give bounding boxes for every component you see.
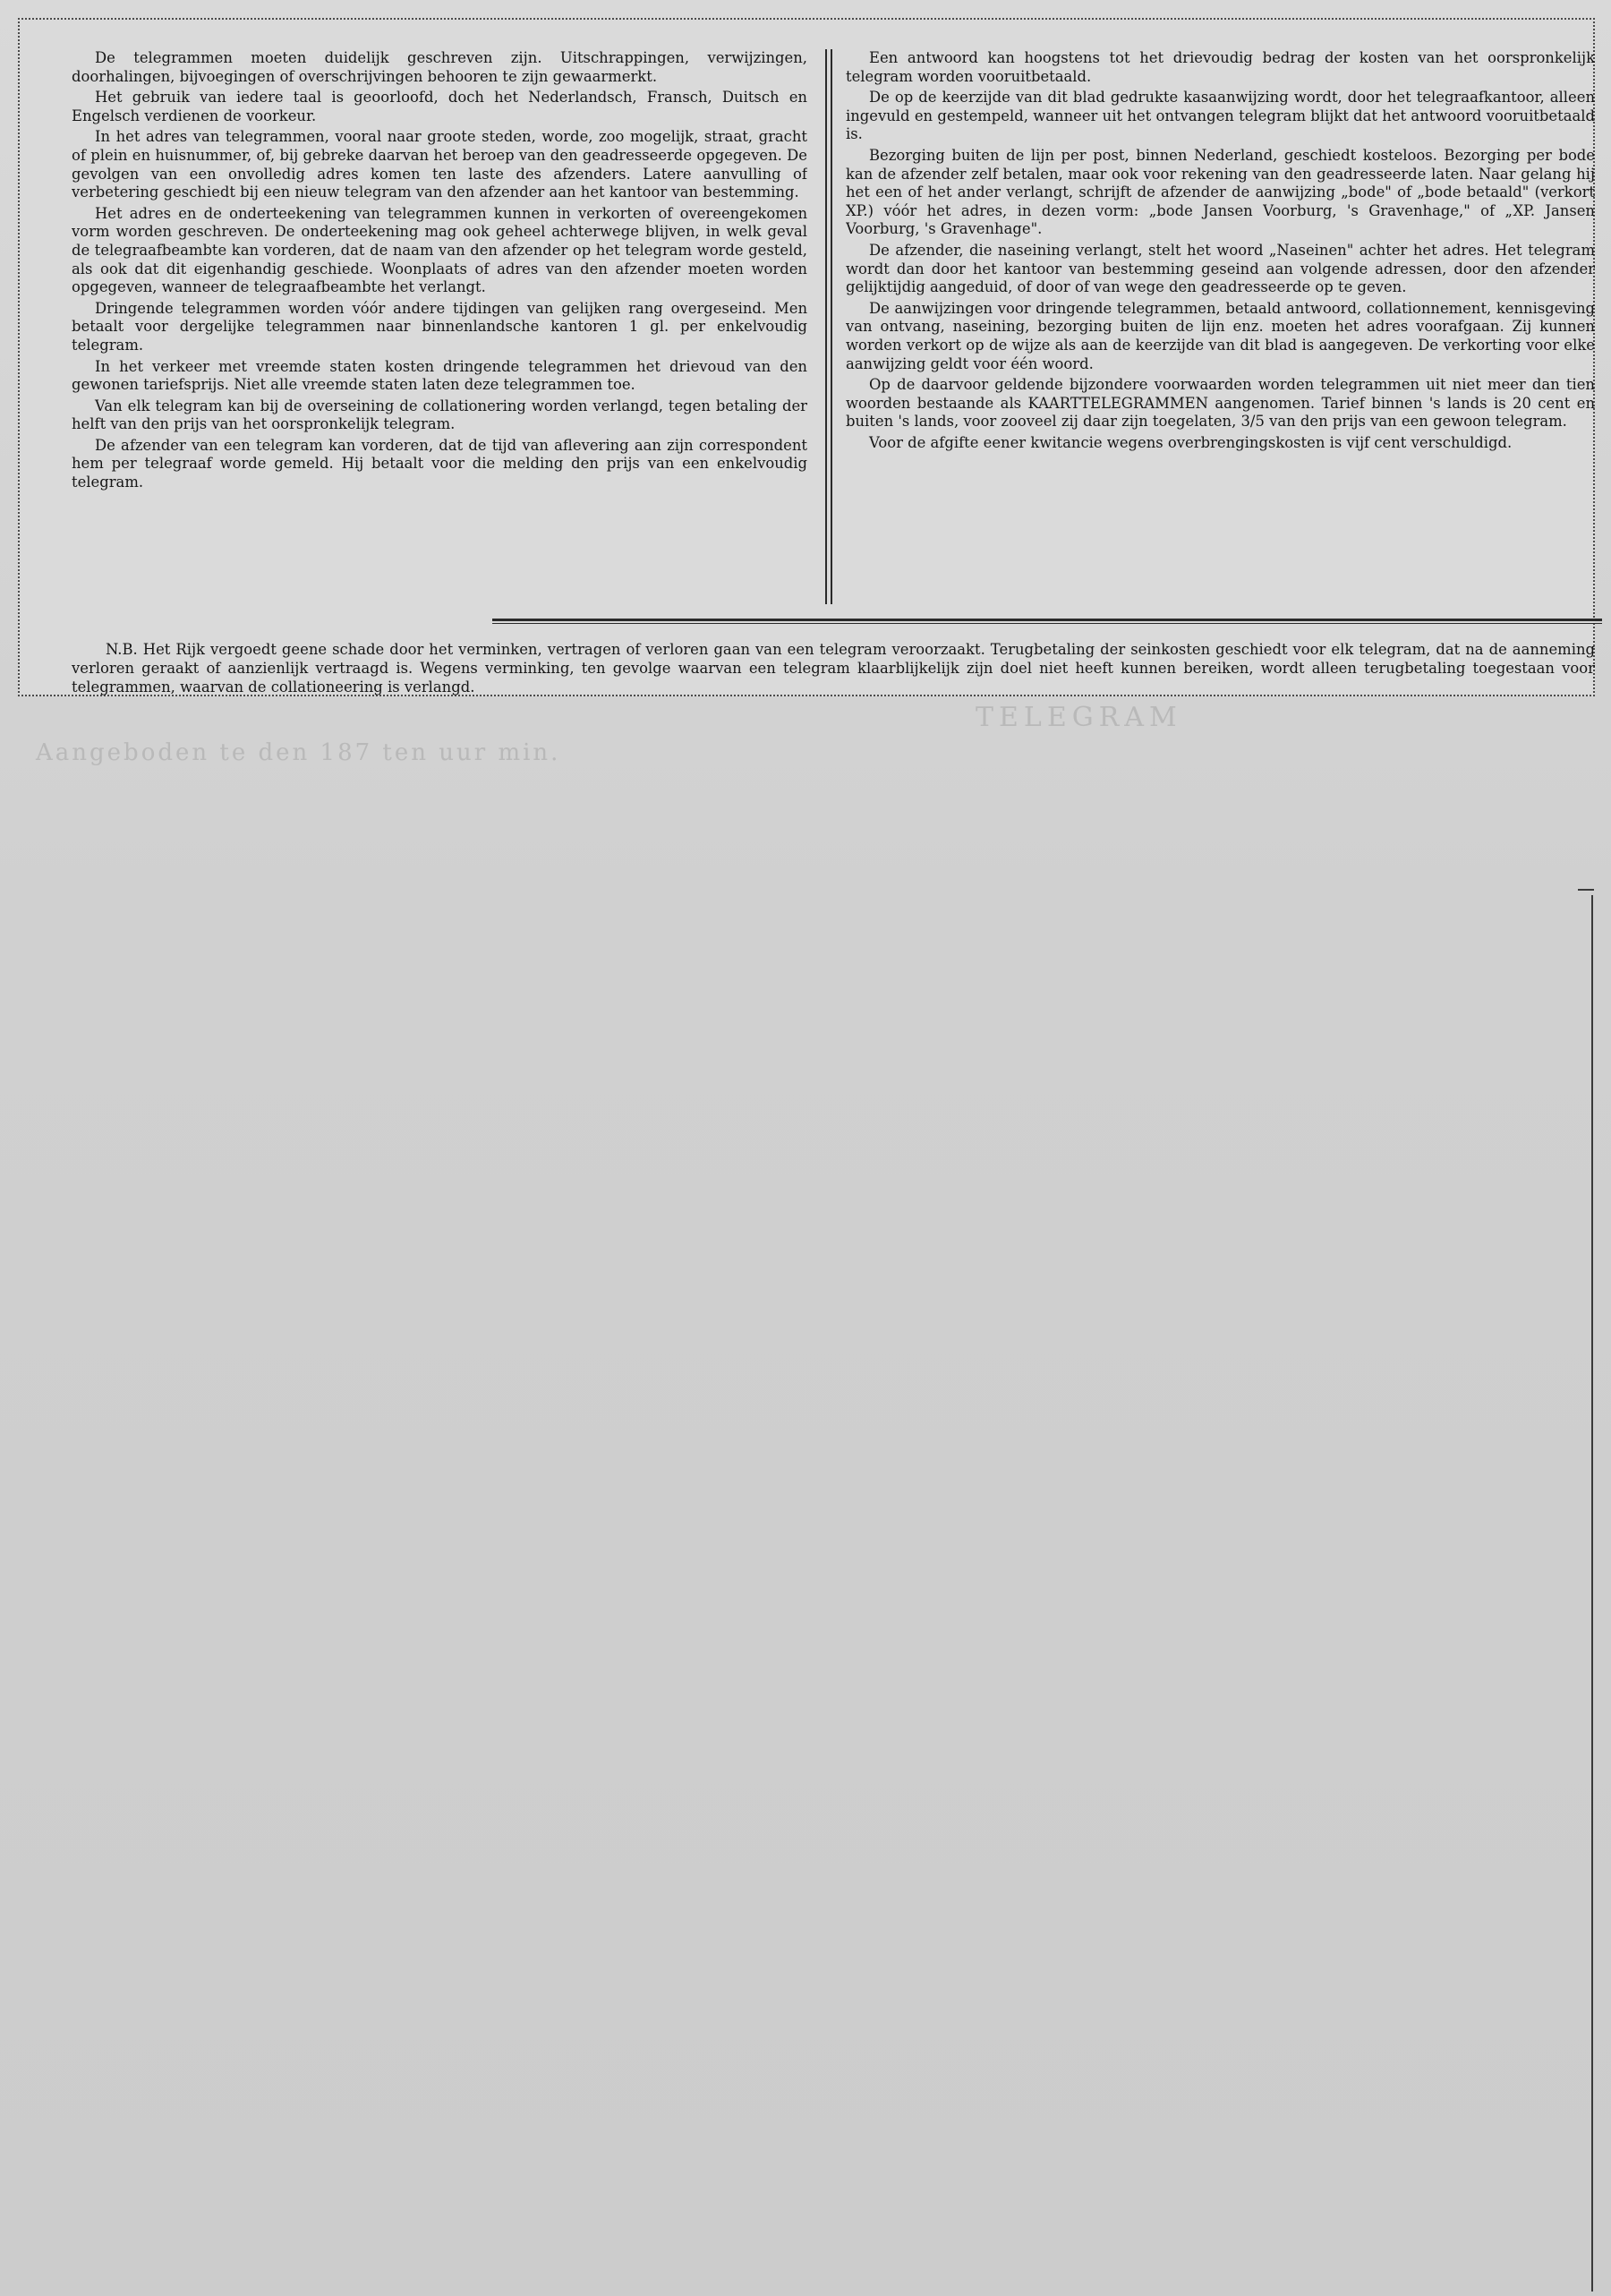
paragraph-cash-voucher: De op de keerzijde van dit blad gedrukte kasaanwijzing wordt, door het telegraafkantoor, alleen ingevuld en gestempeld, wanneer uit het ontvangen telegram blijkt dat het antwoord vooruitbetaald is. xyxy=(846,89,1595,143)
left-column xyxy=(72,49,807,607)
footnote-rule xyxy=(492,619,1602,624)
reverse-side-title: TELEGRAM xyxy=(976,702,1182,733)
paragraph-collation: Van elk telegram kan bij de overseining de collationering worden verlangd, tegen betaling der helft van den prijs van het oorspronkelijk telegram. xyxy=(72,397,807,433)
paragraph-delivery-notice: De afzender van een telegram kan vorderen, dat de tijd van aflevering aan zijn correspondent hem per telegraaf worde gemeld. Hij betaalt voor die melding den prijs van een enkelvoudig telegram. xyxy=(72,436,807,491)
paragraph-legibility: De telegrammen moeten duidelijk geschreven zijn. Uitschrappingen, verwijzingen, doorhalingen, bijvoegingen of overschrijvingen behooren te zijn gewaarmerkt. xyxy=(72,49,807,85)
paragraph-foreign-urgent: In het verkeer met vreemde staten kosten dringende telegrammen het drievoud van den gewonen tariefsprijs. Niet alle vreemde staten laten deze telegrammen toe. xyxy=(72,357,807,394)
paragraph-instructions: De aanwijzingen voor dringende telegrammen, betaald antwoord, collationnement, kennisgeving van ontvang, naseining, bezorging buiten de lijn enz. moeten het adres voorafgaan. Zij kunnen worden verkort op de wijze als aan de keerzijde van dit blad is aangegeven. De verkorting voor elke aanwijzing geldt voor één woord. xyxy=(846,299,1595,372)
footnote-liability: N.B. Het Rijk vergoedt geene schade door het verminken, vertragen of verloren gaan van een telegram veroorzaakt. Terugbetaling der seinkosten geschiedt voor elk telegram, dat na de aanneming verloren geraakt of aanzienlijk vertraagd is. Wegens verminking, ten gevolge waarvan een telegram klaarblijkelijk zijn doel niet heeft kunnen bereiken, wordt alleen terugbetaling toegestaan voor telegrammen, waarvan de collationeering is verlangd. xyxy=(72,641,1595,696)
paragraph-urgent: Dringende telegrammen worden vóór andere tijdingen van gelijken rang overgeseind. Men betaalt voor dergelijke telegrammen naar binnenlandsche kantoren 1 gl. per enkelvoudig telegram. xyxy=(72,299,807,354)
paragraph-language: Het gebruik van iedere taal is geoorloofd, doch het Nederlandsch, Fransch, Duitsch en Engelsch verdienen de voorkeur. xyxy=(72,89,807,124)
paragraph-receipt: Voor de afgifte eener kwitancie wegens overbrengingskosten is vijf cent verschuldigd. xyxy=(869,433,1513,451)
paragraph-card-telegrams: Op de daarvoor geldende bijzondere voorwaarden worden telegrammen uit niet meer dan tien woorden bestaande als KAARTTELEGRAMMEN aangenomen. Tarief binnen 's lands is 20 cent en buiten 's lands, voor zooveel zij daar zijn toegelaten, 3/5 van den prijs van een gewoon telegram. xyxy=(846,376,1595,431)
paragraph-delivery: Bezorging buiten de lijn per post, binnen Nederland, geschiedt kosteloos. Bezorging per bode kan de afzender zelf betalen, maar ook voor rekening van den geadresseerde laten. Naar gelang hij het een of het ander verlangt, schrijft de afzender de aanwijzing „bode" of „bode betaald" (verkort XP.) vóór het adres, in dezen vorm: „bode Jansen Voorburg, 's Gravenhage," of „XP. Jansen Voorburg, 's Gravenhage". xyxy=(846,146,1595,238)
paragraph-forwarding: De afzender, die naseining verlangt, stelt het woord „Naseinen" achter het adres. Het telegram wordt dan door het kantoor van bestemming geseind aan volgende adressen, door den afzender gelijktijdig aangeduid, of door of van wege den geadresseerde op te geven. xyxy=(846,241,1595,296)
paragraph-signature: Het adres en de onderteekening van telegrammen kunnen in verkorten of overeengekomen vorm worden geschreven. De onderteekening mag ook geheel achterwege blijven, in welk geval de telegraafbeambte kan vorderen, dat de naam van den afzender op het telegram worde gesteld, als ook dat dit eigenhandig geschiede. Woonplaats of adres van den afzender moeten worden opgegeven, wanneer de telegraafbeambte het verlangt. xyxy=(72,204,807,296)
reverse-side-line: Aangeboden te den 187 ten uur min. xyxy=(36,739,561,766)
right-margin-tick xyxy=(1578,889,1594,891)
paragraph-reply: Een antwoord kan hoogstens tot het drievoudig bedrag der kosten van het oorspronkelijk telegram worden vooruitbetaald. xyxy=(846,49,1595,85)
right-margin-rule xyxy=(1591,895,1593,2292)
right-column xyxy=(846,49,1595,607)
paragraph-address: In het adres van telegrammen, vooral naar groote steden, worde, zoo mogelijk, straat, gracht of plein en huisnummer, of, bij gebreke daarvan het beroep van den geadresseerde opgegeven. De gevolgen van een onvolledig adres komen ten laste des afzenders. Latere aanvulling of verbetering geschiedt bij een nieuw telegram van den afzender aan het kantoor van bestemming. xyxy=(72,128,807,201)
telegram-notice-box xyxy=(18,18,1595,696)
column-divider xyxy=(825,49,832,604)
